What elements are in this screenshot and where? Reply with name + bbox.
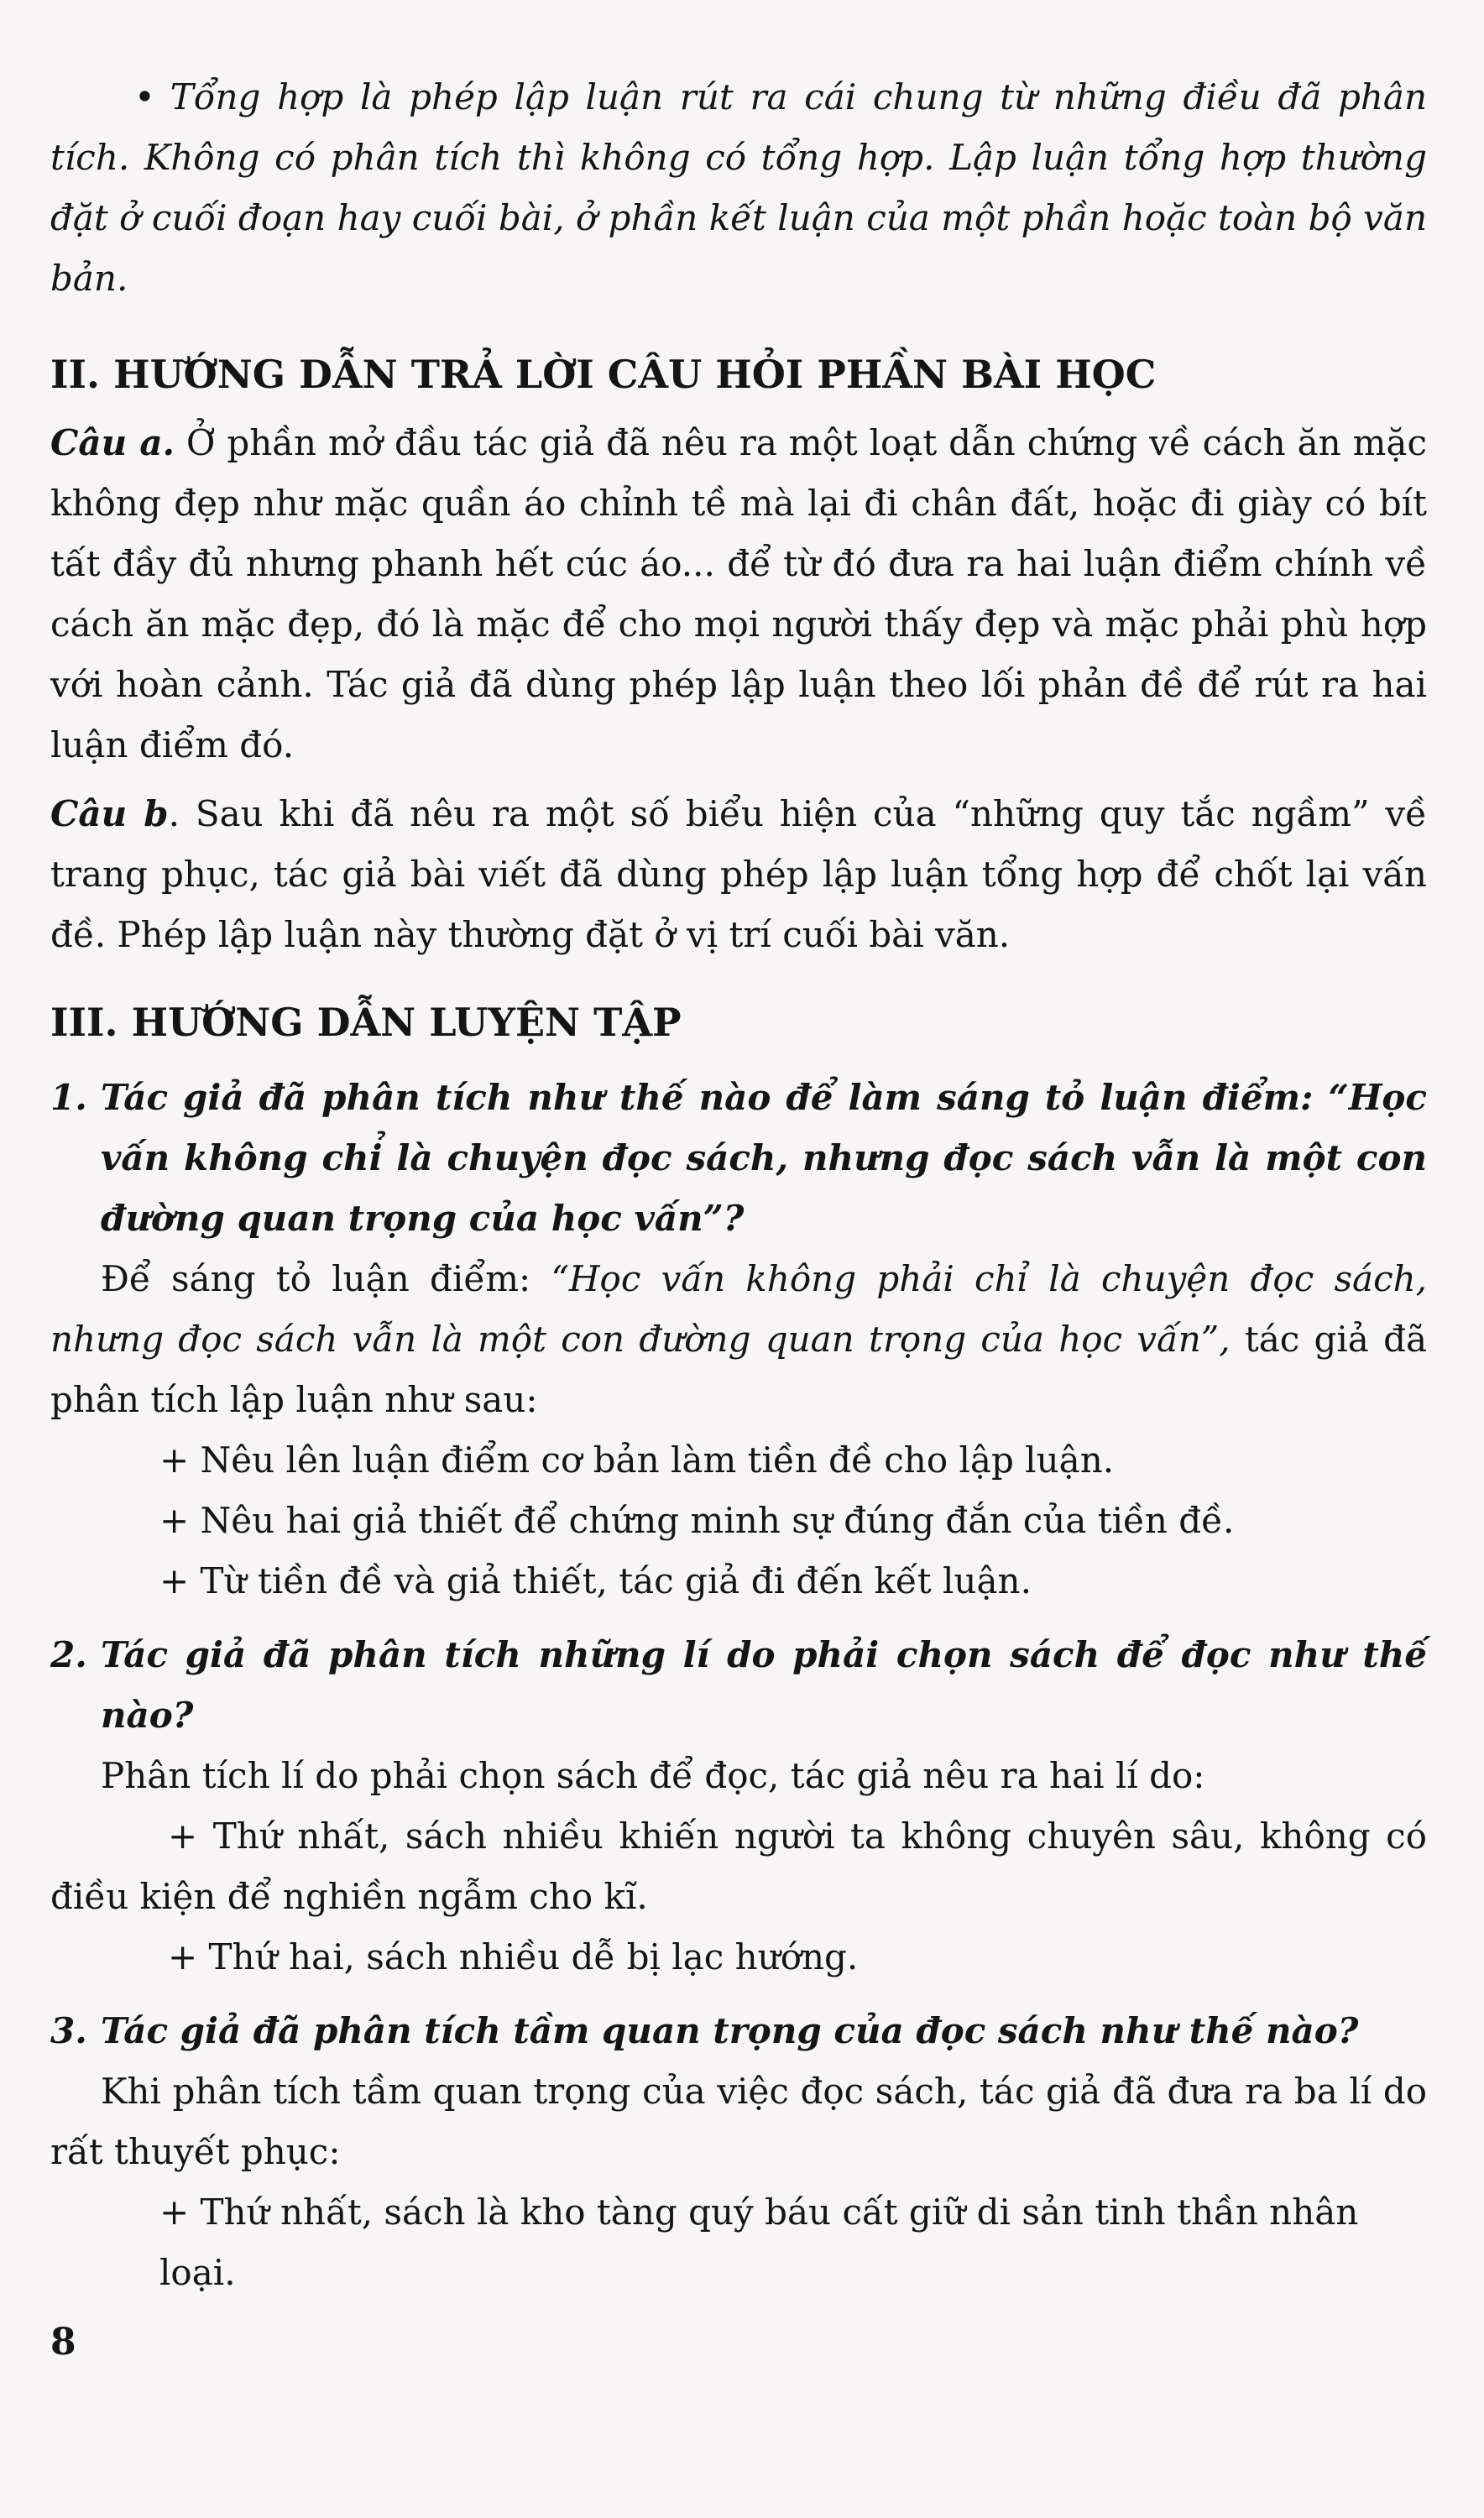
question-1-text: Tác giả đã phân tích như thế nào để làm sáng tỏ luận điểm: “Học vấn không chỉ là chuyện đọc sách, nhưng đọc sách vẫn là một con đường quan trọng của học vấn”? bbox=[101, 1077, 1427, 1239]
answer-b-text: . Sau khi đã nêu ra một số biểu hiện của “những quy tắc ngầm” về trang phục, tác giả bài viết đã dùng phép lập luận tổng hợp để chốt lại vấn đề. Phép lập luận này thường đặt ở vị trí cuối bài văn. bbox=[50, 793, 1427, 955]
intro-text: Tổng hợp là phép lập luận rút ra cái chung từ những điều đã phân tích. Không có phân tích thì không có tổng hợp. Lập luận tổng hợp thường đặt ở cuối đoạn hay cuối bài, ở phần kết luận của một phần hoặc toàn bộ văn bản. bbox=[50, 76, 1427, 299]
answer-a bbox=[50, 413, 1427, 776]
list-item: + Thứ hai, sách nhiều dễ bị lạc hướng. bbox=[168, 1936, 859, 1977]
list-item: + Thứ nhất, sách là kho tàng quý báu cất giữ di sản tinh thần nhân loại. bbox=[159, 2191, 1359, 2293]
list-item: + Thứ nhất, sách nhiều khiến người ta không chuyên sâu, không có điều kiện để nghiền ngẫm cho kĩ. bbox=[50, 1815, 1427, 1917]
answer-3: Khi phân tích tầm quan trọng của việc đọc sách, tác giả đã đưa ra ba lí do rất thuyết phục: bbox=[50, 2071, 1427, 2172]
list-item: + Nêu lên luận điểm cơ bản làm tiền đề cho lập luận. bbox=[159, 1439, 1115, 1481]
section-heading-2: II. HƯỚNG DẪN TRẢ LỜI CÂU HỎI PHẦN BÀI HỌC bbox=[50, 352, 1157, 397]
list-item: + Từ tiền đề và giả thiết, tác giả đi đến kết luận. bbox=[159, 1560, 1032, 1601]
answer-b-label: Câu b bbox=[50, 793, 169, 834]
answer-a-label: Câu a. bbox=[50, 422, 175, 463]
answer-1-tail: tác giả đã phân tích lập luận như sau: bbox=[50, 1319, 1427, 1420]
bullet-icon: • bbox=[134, 76, 155, 118]
question-2-number: 2. bbox=[50, 1634, 87, 1675]
answer-a-text: Ở phần mở đầu tác giả đã nêu ra một loạt dẫn chứng về cách ăn mặc không đẹp như mặc quần áo chỉnh tề mà lại đi chân đất, hoặc đi giày có bít tất đầy đủ nhưng phanh hết cúc áo... để từ đó đưa ra hai luận điểm chính về cách ăn mặc đẹp, đó là mặc để cho mọi người thấy đẹp và mặc phải phù hợp với hoàn cảnh. Tác giả đã dùng phép lập luận theo lối phản đề để rút ra hai luận điểm đó. bbox=[50, 422, 1427, 765]
question-2 bbox=[50, 1625, 1427, 1746]
answer-1-quote: “Học vấn không phải chỉ là chuyện đọc sách, nhưng đọc sách vẫn là một con đường quan trọng của học vấn”, bbox=[50, 1258, 1427, 1360]
list-item: + Nêu hai giả thiết để chứng minh sự đúng đắn của tiền đề. bbox=[159, 1500, 1235, 1541]
question-3-text: Tác giả đã phân tích tầm quan trọng của đọc sách như thế nào? bbox=[101, 2010, 1359, 2051]
page-content bbox=[50, 67, 1427, 2303]
question-2-text: Tác giả đã phân tích những lí do phải chọn sách để đọc như thế nào? bbox=[101, 1634, 1427, 1736]
question-1 bbox=[50, 1068, 1427, 1249]
question-3 bbox=[50, 2001, 1427, 2061]
answer-2: Phân tích lí do phải chọn sách để đọc, tác giả nêu ra hai lí do: bbox=[101, 1755, 1205, 1796]
intro-paragraph bbox=[50, 67, 1427, 309]
answer-b bbox=[50, 784, 1427, 965]
answer-1 bbox=[50, 1249, 1427, 1430]
question-1-number: 1. bbox=[50, 1077, 87, 1118]
page-number: 8 bbox=[50, 2321, 76, 2364]
answer-1-lead: Để sáng tỏ luận điểm: bbox=[101, 1258, 551, 1299]
question-3-number: 3. bbox=[50, 2010, 87, 2051]
section-heading-3: III. HƯỚNG DẪN LUYỆN TẬP bbox=[50, 1000, 682, 1045]
